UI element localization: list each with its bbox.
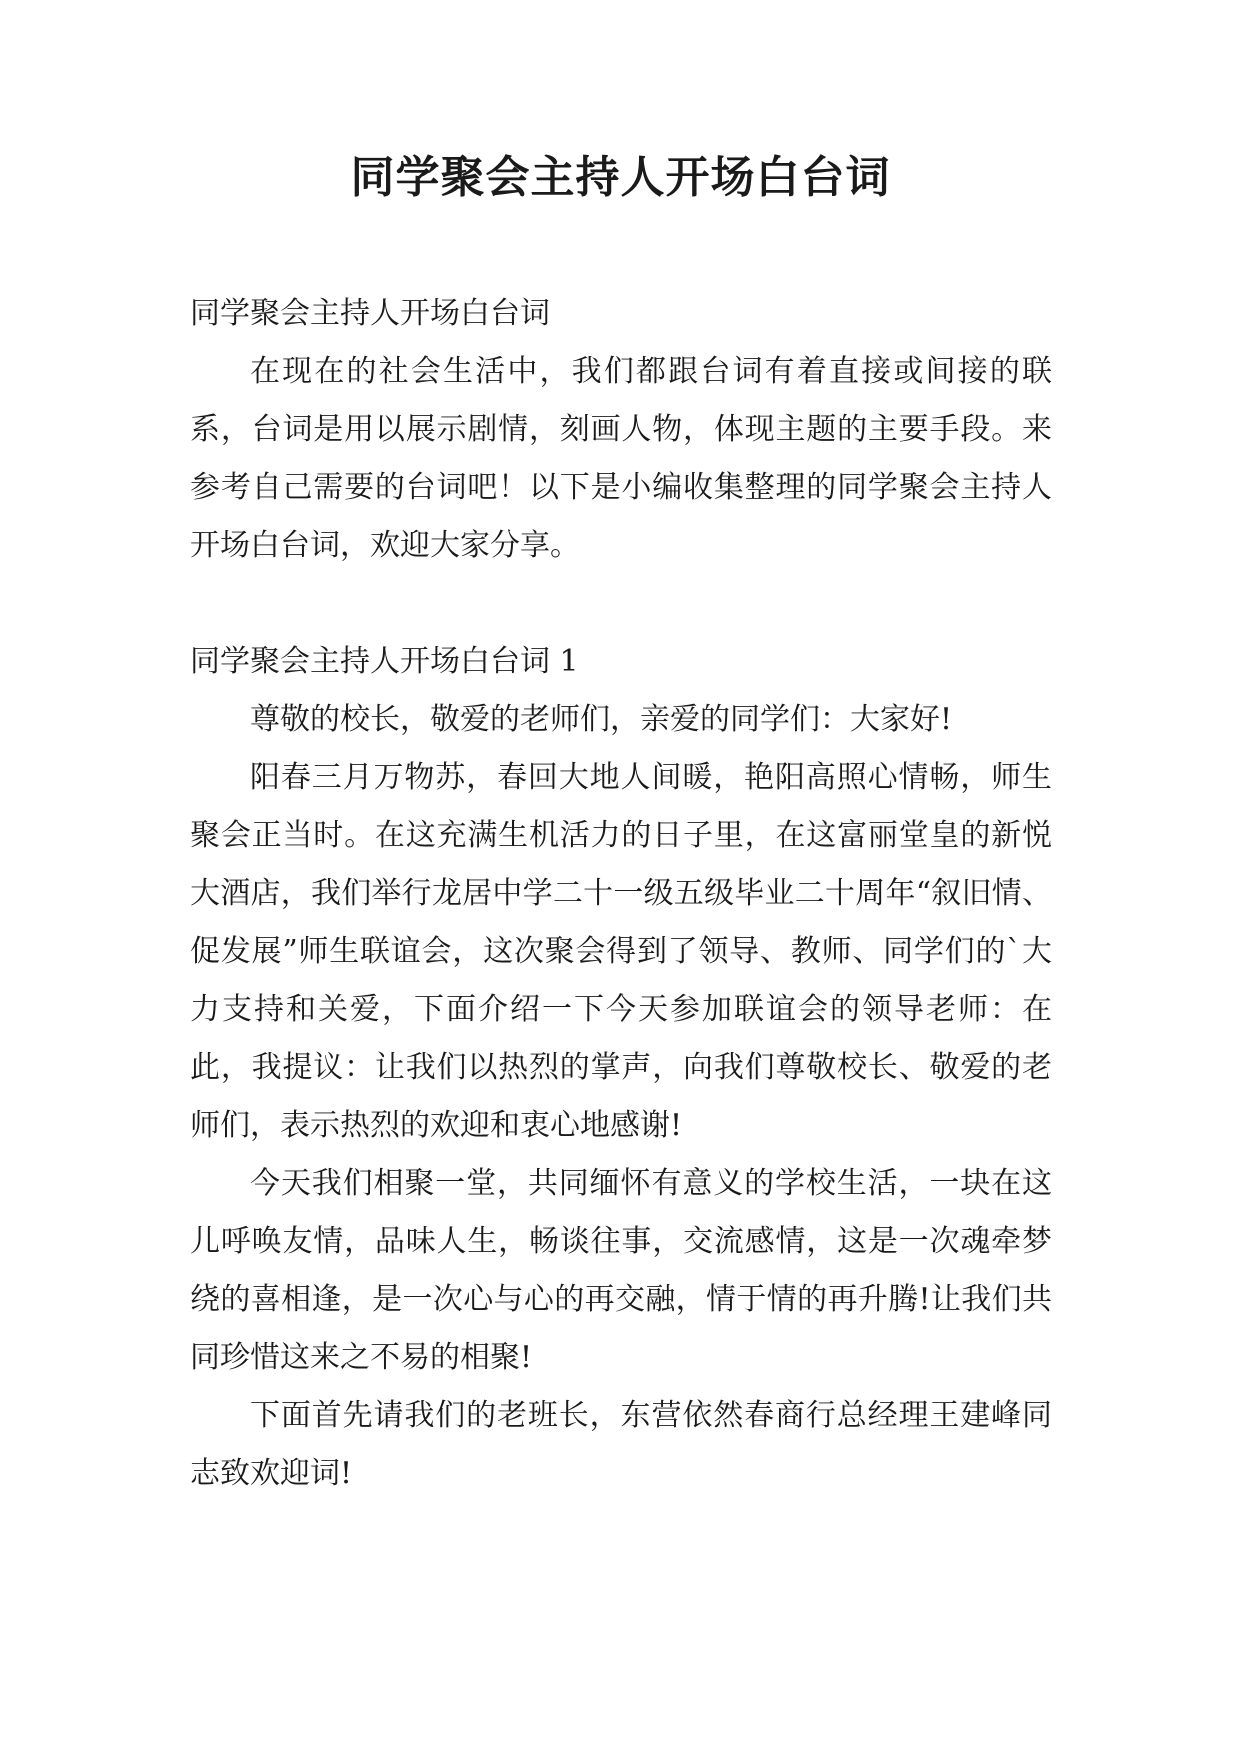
body-paragraph-3: 下面首先请我们的老班长，东营依然春商行总经理王建峰同志致欢迎词! (190, 1398, 1052, 1491)
document-title: 同学聚会主持人开场白台词 (350, 152, 891, 203)
body-paragraph-2: 今天我们相聚一堂，共同缅怀有意义的学校生活，一块在这儿呼唤友情，品味人生，畅谈往事，交流感情，这是一次魂牵梦绕的喜相逢，是一次心与心的再交融，情于情的再升腾!让我们共同珍惜这来之不易的相聚! (190, 1166, 1052, 1375)
section-heading: 同学聚会主持人开场白台词 1 (190, 644, 579, 679)
greeting-paragraph: 尊敬的校长，敬爱的老师们，亲爱的同学们：大家好! (250, 702, 953, 737)
intro-paragraph: 在现在的社会生活中，我们都跟台词有着直接或间接的联系，台词是用以展示剧情，刻画人物，体现主题的主要手段。来参考自己需要的台词吧！以下是小编收集整理的同学聚会主持人开场白台词，欢迎大家分享。 (190, 354, 1052, 563)
document-subtitle: 同学聚会主持人开场白台词 (190, 296, 550, 331)
body-paragraph-1: 阳春三月万物苏，春回大地人间暖，艳阳高照心情畅，师生聚会正当时。在这充满生机活力的日子里，在这富丽堂皇的新悦大酒店，我们举行龙居中学二十一级五级毕业二十周年“叙旧情、促发展”师生联谊会，这次聚会得到了领导、教师、同学们的`大力支持和关爱，下面介绍一下今天参加联谊会的领导老师：在此，我提议：让我们以热烈的掌声，向我们尊敬校长、敬爱的老师们，表示热烈的欢迎和衷心地感谢! (190, 760, 1052, 1143)
document-body (190, 285, 1052, 1503)
section-spacer (190, 575, 1052, 633)
